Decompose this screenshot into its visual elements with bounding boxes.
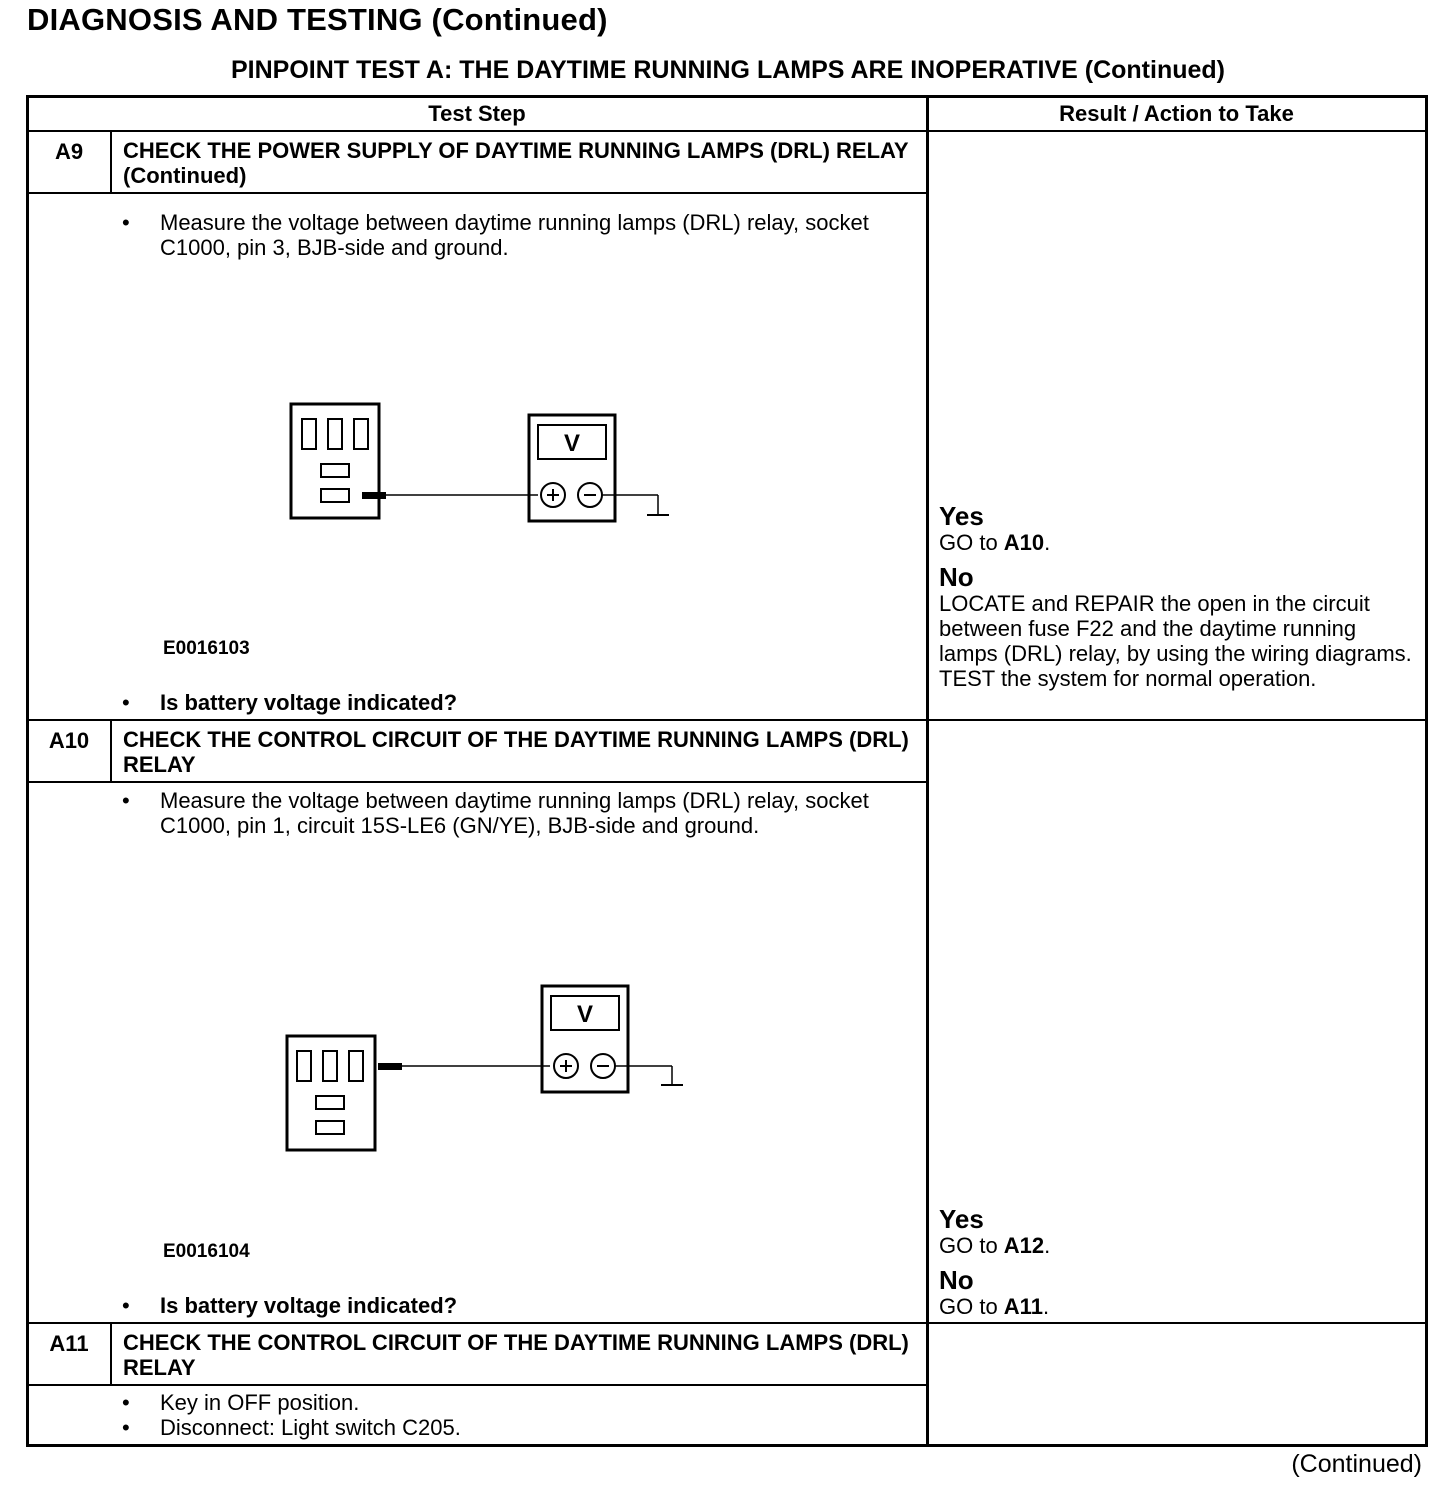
no-action: LOCATE and REPAIR the open in the circuit between fuse F22 and the daytime running lamps (DRL) relay, by using the wiring diagrams. TEST the system for normal operation. [939,591,1412,691]
bullet: • [122,788,130,813]
step-title: CHECK THE POWER SUPPLY OF DAYTIME RUNNING LAMPS (DRL) RELAY (Continued) [123,138,909,188]
go-to-target: A10 [1003,530,1045,555]
page-title: DIAGNOSIS AND TESTING (Continued) [27,2,608,37]
step-id: A9 [54,139,84,164]
step-title: CHECK THE CONTROL CIRCUIT OF THE DAYTIME RUNNING LAMPS (DRL) RELAY [123,727,909,777]
bullet: • [122,210,130,235]
pinpoint-test-title: PINPOINT TEST A: THE DAYTIME RUNNING LAMPS ARE INOPERATIVE (Continued) [231,56,1225,84]
yes-action: GO to A10. [939,530,1051,555]
go-to-target: A12 [1003,1233,1045,1258]
step-instruction: Measure the voltage between daytime running lamps (DRL) relay, socket C1000, pin 3, BJB-side and ground. [160,210,869,260]
voltmeter-label: V [563,430,581,457]
step-instruction: Measure the voltage between daytime running lamps (DRL) relay, socket C1000, pin 1, circuit 15S-LE6 (GN/YE), BJB-side and ground. [160,788,869,838]
bullet: • [122,690,130,715]
step-question: Is battery voltage indicated? [160,1293,458,1318]
relay-voltmeter-diagram-pin3 [280,395,680,530]
yes-label: Yes [939,501,984,531]
no-action: GO to A11. [939,1294,1050,1319]
step-question: Is battery voltage indicated? [160,690,458,715]
no-label: No [939,562,974,592]
figure-id: E0016103 [163,638,250,659]
bullet: • [122,1415,130,1440]
go-to-target: A11 [1003,1294,1043,1319]
column-header-result: Result / Action to Take [1059,101,1294,126]
voltmeter-label: V [576,1001,594,1028]
yes-action: GO to A12. [939,1233,1051,1258]
step-id: A11 [49,1331,89,1356]
relay-voltmeter-diagram-pin1 [280,980,690,1160]
no-label: No [939,1265,974,1295]
step-title: CHECK THE CONTROL CIRCUIT OF THE DAYTIME RUNNING LAMPS (DRL) RELAY [123,1330,909,1380]
step-instruction: Disconnect: Light switch C205. [160,1415,461,1440]
continued-label: (Continued) [1291,1450,1422,1478]
yes-label: Yes [939,1204,984,1234]
bullet: • [122,1390,130,1415]
column-header-test-step: Test Step [428,101,526,126]
step-instruction: Key in OFF position. [160,1390,360,1415]
step-id: A10 [48,728,90,753]
result-a10 [939,1205,1419,1319]
bullet: • [122,1293,130,1318]
figure-id: E0016104 [163,1241,250,1262]
result-a9 [939,502,1419,691]
